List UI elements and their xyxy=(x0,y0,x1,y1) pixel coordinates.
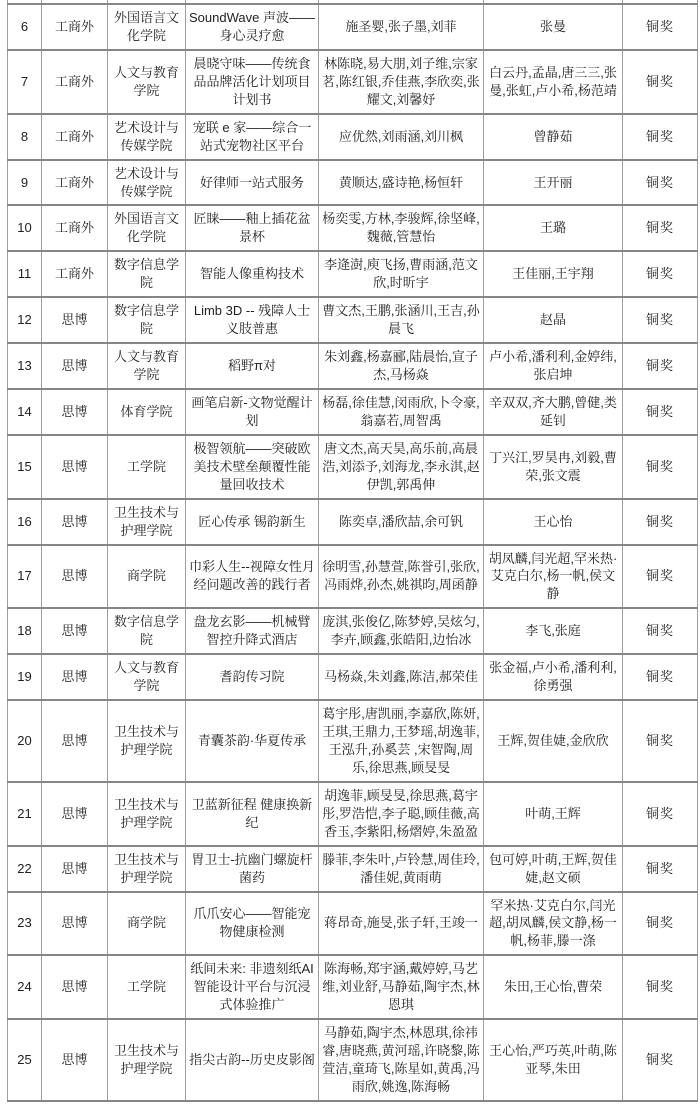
team-members-cell: 蒋昂奇,施旻,张子轩,王竣一 xyxy=(319,892,484,956)
team-members-cell: 林陈晓,易大朋,刘子维,宗家茗,陈红银,乔佳燕,李欣奕,张耀文,刘馨妤 xyxy=(319,50,484,114)
college-cell: 工学院 xyxy=(108,955,186,1019)
award-badge-cell: 铜奖 xyxy=(623,608,698,654)
row-number-cell: 13 xyxy=(8,343,42,389)
table-row xyxy=(8,700,698,782)
award-badge-cell: 铜奖 xyxy=(623,1019,698,1101)
project-name-cell: 智能人像重构技术 xyxy=(186,251,319,297)
row-number-cell: 8 xyxy=(8,114,42,160)
table-row xyxy=(8,343,698,389)
campus-cell: 思博 xyxy=(42,892,108,956)
row-number-cell: 16 xyxy=(8,499,42,545)
college-cell: 外国语言文化学院 xyxy=(108,4,186,50)
table-row xyxy=(8,160,698,206)
college-cell: 数字信息学院 xyxy=(108,297,186,343)
project-name-cell: SoundWave 声波——身心灵疗愈 xyxy=(186,4,319,50)
advisors-cell: 张曼 xyxy=(484,4,623,50)
campus-cell: 思博 xyxy=(42,700,108,782)
team-members-cell: 庞淇,张俊亿,陈梦婷,吴炫匀,李卉,顾鑫,张皓阳,边怡冰 xyxy=(319,608,484,654)
award-badge-cell: 铜奖 xyxy=(623,114,698,160)
team-members-cell: 黄顺达,盛诗艳,杨恒轩 xyxy=(319,160,484,206)
row-number-cell: 18 xyxy=(8,608,42,654)
college-cell: 卫生技术与护理学院 xyxy=(108,782,186,846)
row-number-cell: 24 xyxy=(8,955,42,1019)
table-row xyxy=(8,205,698,251)
table-row xyxy=(8,782,698,846)
college-cell: 体育学院 xyxy=(108,389,186,435)
project-name-cell: 指尖古韵--历史皮影阁 xyxy=(186,1019,319,1101)
award-badge-cell: 铜奖 xyxy=(623,251,698,297)
college-cell: 人文与教育学院 xyxy=(108,343,186,389)
college-cell: 数字信息学院 xyxy=(108,608,186,654)
row-number-cell: 20 xyxy=(8,700,42,782)
row-number-cell: 10 xyxy=(8,205,42,251)
advisors-cell: 王佳丽,王宇翔 xyxy=(484,251,623,297)
team-members-cell: 杨磊,徐佳慧,闵雨欣,卜令豪,翁嘉若,周智禹 xyxy=(319,389,484,435)
table-row xyxy=(8,297,698,343)
awards-table xyxy=(7,0,698,1102)
table-row xyxy=(8,389,698,435)
project-name-cell: 盘龙玄影——机械臂智控升降式酒店 xyxy=(186,608,319,654)
advisors-cell: 王开丽 xyxy=(484,160,623,206)
campus-cell: 思博 xyxy=(42,389,108,435)
team-members-cell: 陈海畅,郑宇涵,戴婷婷,马艺维,刘业舒,马静茹,陶宇杰,林恩琪 xyxy=(319,955,484,1019)
project-name-cell: 耆韵传习院 xyxy=(186,654,319,700)
project-name-cell: 好律师一站式服务 xyxy=(186,160,319,206)
college-cell: 工学院 xyxy=(108,435,186,499)
project-name-cell: 宠联 e 家——综合一站式宠物社区平台 xyxy=(186,114,319,160)
advisors-cell: 赵晶 xyxy=(484,297,623,343)
advisors-cell: 包可婷,叶萌,王辉,贺佳婕,赵文硕 xyxy=(484,846,623,892)
campus-cell: 工商外 xyxy=(42,114,108,160)
project-name-cell: 稻野π对 xyxy=(186,343,319,389)
team-members-cell: 杨奕雯,方林,李骏辉,徐坚峰,魏薇,管慧怡 xyxy=(319,205,484,251)
campus-cell: 思博 xyxy=(42,846,108,892)
project-name-cell: 爪爪安心——智能宠物健康检测 xyxy=(186,892,319,956)
advisors-cell: 罕米热·艾克白尔,闫光超,胡凤麟,侯文静,杨一帆,杨菲,滕一涤 xyxy=(484,892,623,956)
team-members-cell: 陈奕卓,潘欣喆,余可钒 xyxy=(319,499,484,545)
college-cell: 人文与教育学院 xyxy=(108,654,186,700)
row-number-cell: 22 xyxy=(8,846,42,892)
project-name-cell: Limb 3D -- 残障人士义肢普惠 xyxy=(186,297,319,343)
table-row xyxy=(8,654,698,700)
team-members-cell: 葛宇彤,唐凯丽,李嘉欣,陈妍,王琪,王鼎力,王梦瑶,胡逸菲,王泓升,孙奚芸 ,宋智陶,周乐,徐思燕,顾旻旻 xyxy=(319,700,484,782)
college-cell: 艺术设计与传媒学院 xyxy=(108,114,186,160)
college-cell: 卫生技术与护理学院 xyxy=(108,700,186,782)
advisors-cell: 王辉,贺佳婕,金欣欣 xyxy=(484,700,623,782)
award-badge-cell: 铜奖 xyxy=(623,545,698,609)
team-members-cell: 应优然,刘雨涵,刘川枫 xyxy=(319,114,484,160)
campus-cell: 思博 xyxy=(42,1019,108,1101)
advisors-cell: 辛双双,齐大鹏,曾健,类延钊 xyxy=(484,389,623,435)
campus-cell: 思博 xyxy=(42,545,108,609)
project-name-cell: 胃卫士-抗幽门螺旋杆菌药 xyxy=(186,846,319,892)
row-number-cell: 9 xyxy=(8,160,42,206)
campus-cell: 工商外 xyxy=(42,4,108,50)
campus-cell: 工商外 xyxy=(42,160,108,206)
row-number-cell: 12 xyxy=(8,297,42,343)
award-badge-cell: 铜奖 xyxy=(623,499,698,545)
team-members-cell: 朱刘鑫,杨嘉郦,陆晨怡,宣子杰,马杨焱 xyxy=(319,343,484,389)
table-row xyxy=(8,114,698,160)
campus-cell: 思博 xyxy=(42,343,108,389)
row-number-cell: 6 xyxy=(8,4,42,50)
award-badge-cell: 铜奖 xyxy=(623,297,698,343)
row-number-cell: 25 xyxy=(8,1019,42,1101)
advisors-cell: 王璐 xyxy=(484,205,623,251)
project-name-cell: 匠心传承 锡韵新生 xyxy=(186,499,319,545)
award-badge-cell: 铜奖 xyxy=(623,846,698,892)
college-cell: 卫生技术与护理学院 xyxy=(108,1019,186,1101)
college-cell: 外国语言文化学院 xyxy=(108,205,186,251)
award-badge-cell: 铜奖 xyxy=(623,4,698,50)
row-number-cell: 15 xyxy=(8,435,42,499)
award-badge-cell: 铜奖 xyxy=(623,389,698,435)
table-row xyxy=(8,435,698,499)
advisors-cell: 白云丹,孟晶,唐三三,张曼,张虹,卢小希,杨范靖 xyxy=(484,50,623,114)
table-row xyxy=(8,955,698,1019)
campus-cell: 思博 xyxy=(42,654,108,700)
team-members-cell: 李逄澍,庾飞扬,曹雨涵,范文欣,时昕宇 xyxy=(319,251,484,297)
campus-cell: 工商外 xyxy=(42,50,108,114)
project-name-cell: 纸间未来: 非遗刻纸AI 智能设计平台与沉浸式体验推广 xyxy=(186,955,319,1019)
team-members-cell: 徐明雪,孙慧萱,陈誉引,张欣,冯雨烨,孙杰,姚祺昀,周函静 xyxy=(319,545,484,609)
campus-cell: 思博 xyxy=(42,499,108,545)
row-number-cell: 7 xyxy=(8,50,42,114)
team-members-cell: 施圣婴,张子墨,刘菲 xyxy=(319,4,484,50)
college-cell: 卫生技术与护理学院 xyxy=(108,846,186,892)
campus-cell: 思博 xyxy=(42,297,108,343)
table-row xyxy=(8,846,698,892)
team-members-cell: 滕菲,李朱叶,卢铃慧,周佳玲,潘佳妮,黄雨萌 xyxy=(319,846,484,892)
advisors-cell: 丁兴江,罗昊冉,刘毅,曹荣,张文震 xyxy=(484,435,623,499)
advisors-cell: 王心怡,严巧英,叶萌,陈亚琴,朱田 xyxy=(484,1019,623,1101)
award-badge-cell: 铜奖 xyxy=(623,700,698,782)
award-badge-cell: 铜奖 xyxy=(623,50,698,114)
college-cell: 商学院 xyxy=(108,892,186,956)
table-row xyxy=(8,251,698,297)
project-name-cell: 晨晓守味——传统食品品牌活化计划项目计划书 xyxy=(186,50,319,114)
campus-cell: 思博 xyxy=(42,955,108,1019)
table-row xyxy=(8,892,698,956)
college-cell: 人文与教育学院 xyxy=(108,50,186,114)
advisors-cell: 王心怡 xyxy=(484,499,623,545)
college-cell: 卫生技术与护理学院 xyxy=(108,499,186,545)
team-members-cell: 曹文杰,王鹏,张涵川,王吉,孙晨飞 xyxy=(319,297,484,343)
college-cell: 数字信息学院 xyxy=(108,251,186,297)
project-name-cell: 极智领航——突破欧美技术壁垒颠覆性能量回收技术 xyxy=(186,435,319,499)
advisors-cell: 李飞,张庭 xyxy=(484,608,623,654)
row-number-cell: 23 xyxy=(8,892,42,956)
college-cell: 商学院 xyxy=(108,545,186,609)
table-row xyxy=(8,50,698,114)
advisors-cell: 张金福,卢小希,潘利利,徐勇强 xyxy=(484,654,623,700)
award-badge-cell: 铜奖 xyxy=(623,205,698,251)
project-name-cell: 卫蓝新征程 健康换新纪 xyxy=(186,782,319,846)
advisors-cell: 胡凤麟,闫光超,罕米热·艾克白尔,杨一帆,侯文静 xyxy=(484,545,623,609)
table-row xyxy=(8,545,698,609)
campus-cell: 工商外 xyxy=(42,205,108,251)
table-body xyxy=(8,0,698,1101)
team-members-cell: 胡逸菲,顾旻旻,徐思燕,葛宇彤,罗浩恺,李子聪,顾佳薇,高香玉,李紫阳,杨熠婷,朱盈盈 xyxy=(319,782,484,846)
row-number-cell: 17 xyxy=(8,545,42,609)
project-name-cell: 画笔启新-文物觉醒计划 xyxy=(186,389,319,435)
project-name-cell: 青囊茶韵·华夏传承 xyxy=(186,700,319,782)
award-badge-cell: 铜奖 xyxy=(623,782,698,846)
team-members-cell: 马静茹,陶宇杰,林恩琪,徐祎睿,唐晓燕,黄河瑶,许晓黎,陈萱洁,童琦飞,陈星如,黄禹,冯雨欣,姚逸,陈海畅 xyxy=(319,1019,484,1101)
row-number-cell: 11 xyxy=(8,251,42,297)
project-name-cell: 匠睐——釉上插花盆景杯 xyxy=(186,205,319,251)
advisors-cell: 叶萌,王辉 xyxy=(484,782,623,846)
campus-cell: 思博 xyxy=(42,608,108,654)
table-row xyxy=(8,1019,698,1101)
award-badge-cell: 铜奖 xyxy=(623,435,698,499)
row-number-cell: 14 xyxy=(8,389,42,435)
advisors-cell: 朱田,王心怡,曹荣 xyxy=(484,955,623,1019)
row-number-cell: 21 xyxy=(8,782,42,846)
team-members-cell: 马杨焱,朱刘鑫,陈洁,郝荣佳 xyxy=(319,654,484,700)
campus-cell: 思博 xyxy=(42,782,108,846)
award-badge-cell: 铜奖 xyxy=(623,892,698,956)
row-number-cell: 19 xyxy=(8,654,42,700)
award-badge-cell: 铜奖 xyxy=(623,654,698,700)
table-row xyxy=(8,4,698,50)
award-badge-cell: 铜奖 xyxy=(623,160,698,206)
award-badge-cell: 铜奖 xyxy=(623,343,698,389)
team-members-cell: 唐文杰,高天昊,高乐前,高晨浩,刘添予,刘海龙,李永淇,赵伊凯,郭禹伸 xyxy=(319,435,484,499)
table-row xyxy=(8,608,698,654)
project-name-cell: 巾彩人生--视障女性月经问题改善的践行者 xyxy=(186,545,319,609)
advisors-cell: 曾静茹 xyxy=(484,114,623,160)
advisors-cell: 卢小希,潘利利,金婷纬,张启坤 xyxy=(484,343,623,389)
award-badge-cell: 铜奖 xyxy=(623,955,698,1019)
table-row xyxy=(8,499,698,545)
campus-cell: 工商外 xyxy=(42,251,108,297)
campus-cell: 思博 xyxy=(42,435,108,499)
college-cell: 艺术设计与传媒学院 xyxy=(108,160,186,206)
